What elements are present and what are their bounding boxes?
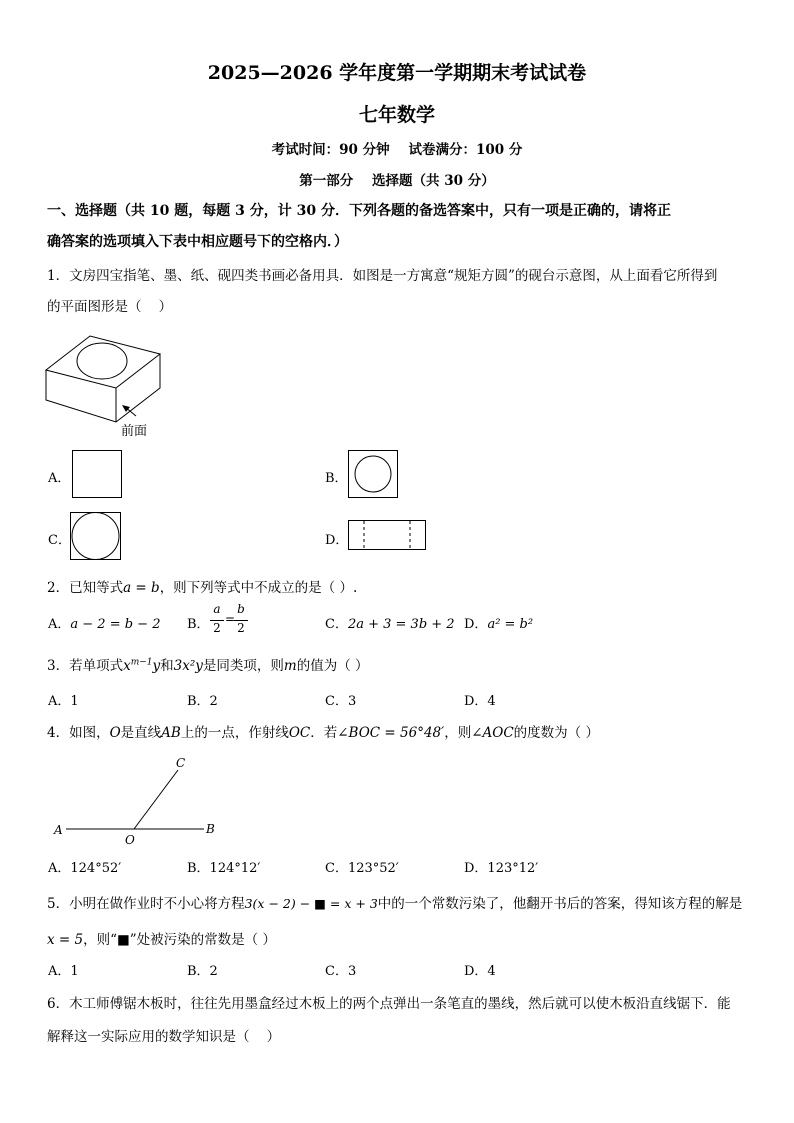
q5-option-c: C．3 [325, 964, 357, 979]
section1-line1: 一、选择题（共 10 题，每题 3 分，计 30 分．下列各题的备选答案中，只有一项是正确的，请将正 [47, 203, 671, 219]
exam-info: 考试时间：90 分钟 试卷满分：100 分 [271, 142, 523, 158]
q3-option-a: A．1 [48, 694, 79, 709]
inkstone-circle [77, 343, 127, 379]
q1-option-d-label: D． [325, 533, 349, 548]
q2-stem: 2．已知等式a = b，则下列等式中不成立的是（ ）. [47, 580, 358, 596]
front-arrow-head [122, 405, 130, 412]
q2-option-b-num2: b [237, 602, 245, 616]
q2-option-a: A．a − 2 = b − 2 [48, 617, 161, 632]
q2-option-b-num1: a [213, 602, 221, 616]
q4-option-a: A．124°52′ [48, 861, 122, 876]
q2-option-b-den2: 2 [237, 621, 245, 635]
q6-stem-line2: 解释这一实际应用的数学知识是（ ） [47, 1029, 281, 1045]
ray-oc [134, 770, 178, 829]
q1-option-a-figure [72, 450, 124, 500]
q1-option-a-label: A． [48, 471, 71, 486]
q1-option-c-figure [70, 512, 124, 562]
section1-line2: 确答案的选项填入下表中相应题号下的空格内．） [47, 234, 348, 250]
q2-option-b-eq: = [225, 612, 236, 626]
q1-option-c-label: C． [48, 533, 71, 548]
q2-option-b-den1: 2 [213, 621, 221, 635]
point-a-label: A [54, 823, 63, 837]
q1-option-d-figure [348, 520, 428, 554]
q4-stem: 4．如图，O是直线AB上的一点，作射线OC．若∠BOC = 56°48′，则∠AOC的度数为（ ） [47, 725, 599, 741]
q4-option-b: B．124°12′ [187, 861, 261, 876]
q4-option-d: D．123°12′ [464, 861, 539, 876]
q5-stem-line2: x = 5，则“■”处被污染的常数是（ ） [47, 932, 276, 948]
q1-stem-line2: 的平面图形是（ ） [47, 299, 173, 315]
q5-option-a: A．1 [48, 964, 79, 979]
q3-option-b: B．2 [187, 694, 218, 709]
inkstone-figure [40, 330, 170, 440]
q3-option-c: C．3 [325, 694, 357, 709]
front-label: 前面 [121, 424, 148, 439]
point-o-label: O [125, 833, 135, 847]
q5-stem-line1: 5．小明在做作业时不小心将方程3(x − 2) − ■ = x + 3中的一个常数污染了，他翻开书后的答案，得知该方程的解是 [47, 896, 743, 912]
q1-option-b-figure [348, 450, 400, 500]
subject-title: 七年数学 [358, 104, 435, 126]
q3-option-d: D．4 [464, 694, 496, 709]
q1-stem-line1: 1．文房四宝指笔、墨、纸、砚四类书画必备用具．如图是一方寓意“规矩方圆”的砚台示意图，从上面看它所得到 [47, 268, 718, 284]
q6-stem-line1: 6．木工师傅锯木板时，往往先用墨盒经过木板上的两个点弹出一条笔直的墨线，然后就可以使木板沿直线锯下．能 [47, 996, 731, 1012]
inkstone-top-face [46, 336, 160, 388]
angle-figure [50, 752, 230, 848]
q5-option-b: B．2 [187, 964, 218, 979]
inkstone-sides [46, 354, 160, 422]
point-b-label: B [206, 822, 215, 836]
q3-stem: 3．若单项式$x^{m-1}y$和3x²y是同类项，则m的值为（ ） [47, 657, 369, 674]
part-title: 第一部分 选择题（共 30 分） [299, 173, 495, 189]
exam-title: 2025—2026 学年度第一学期期末考试试卷 [207, 62, 587, 84]
q4-option-c: C．123°52′ [325, 861, 399, 876]
point-c-label: C [176, 756, 186, 770]
q2-option-b-label: B． [187, 617, 210, 632]
q2-option-c: C．2a + 3 = 3b + 2 [325, 617, 455, 632]
q1-option-b-label: B． [325, 471, 348, 486]
q2-option-d: D．a² = b² [464, 617, 534, 632]
q5-option-d: D．4 [464, 964, 496, 979]
